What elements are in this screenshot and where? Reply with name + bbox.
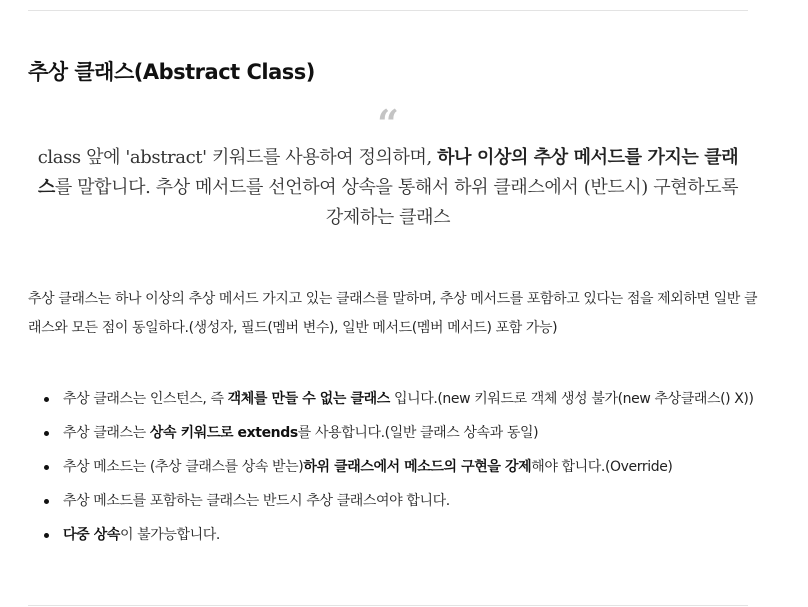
blockquote [30,143,746,233]
list-item: 추상 메소드는 (추상 클래스를 상속 받는)하위 클래스에서 메소드의 구현을 강제해야 합니다.(Override) [28,453,758,481]
quote-text-start: class 앞에 'abstract' 키워드를 사용하여 정의하며, [37,147,438,168]
list-item: 추상 메소드를 포함하는 클래스는 반드시 추상 클래스여야 합니다. [28,487,758,515]
section-heading: 추상 클래스(Abstract Class) [28,60,315,84]
quote-text-bold: 하나 이상의 추상 메서드를 가지는 클래스 [37,147,739,198]
list-item: 다중 상속이 불가능합니다. [28,521,758,549]
list-item: 추상 클래스는 인스턴스, 즉 객체를 만들 수 없는 클래스 입니다.(new 키워드로 객체 생성 불가(new 추상클래스() X)) [28,385,758,413]
bullet-list [28,385,758,555]
list-item: 추상 클래스는 상속 키워드로 extends를 사용합니다.(일반 클래스 상속과 동일) [28,419,758,447]
quote-mark-icon: “ [377,101,399,146]
body-paragraph: 추상 클래스는 하나 이상의 추상 메서드 가지고 있는 클래스를 말하며, 추상 메서드를 포함하고 있다는 점을 제외하면 일반 클래스와 모든 점이 동일하다.(생성자, 필드(멤버 변수), 일반 메서드(멤버 메서드) 포함 가능) [28,291,758,336]
quote-text-end: 를 말합니다. 추상 메서드를 선언하여 상속을 통해서 하위 클래스에서 (반드시) 구현하도록 강제하는 클래스 [54,177,739,228]
top-divider [28,10,748,11]
bottom-divider [28,605,748,606]
